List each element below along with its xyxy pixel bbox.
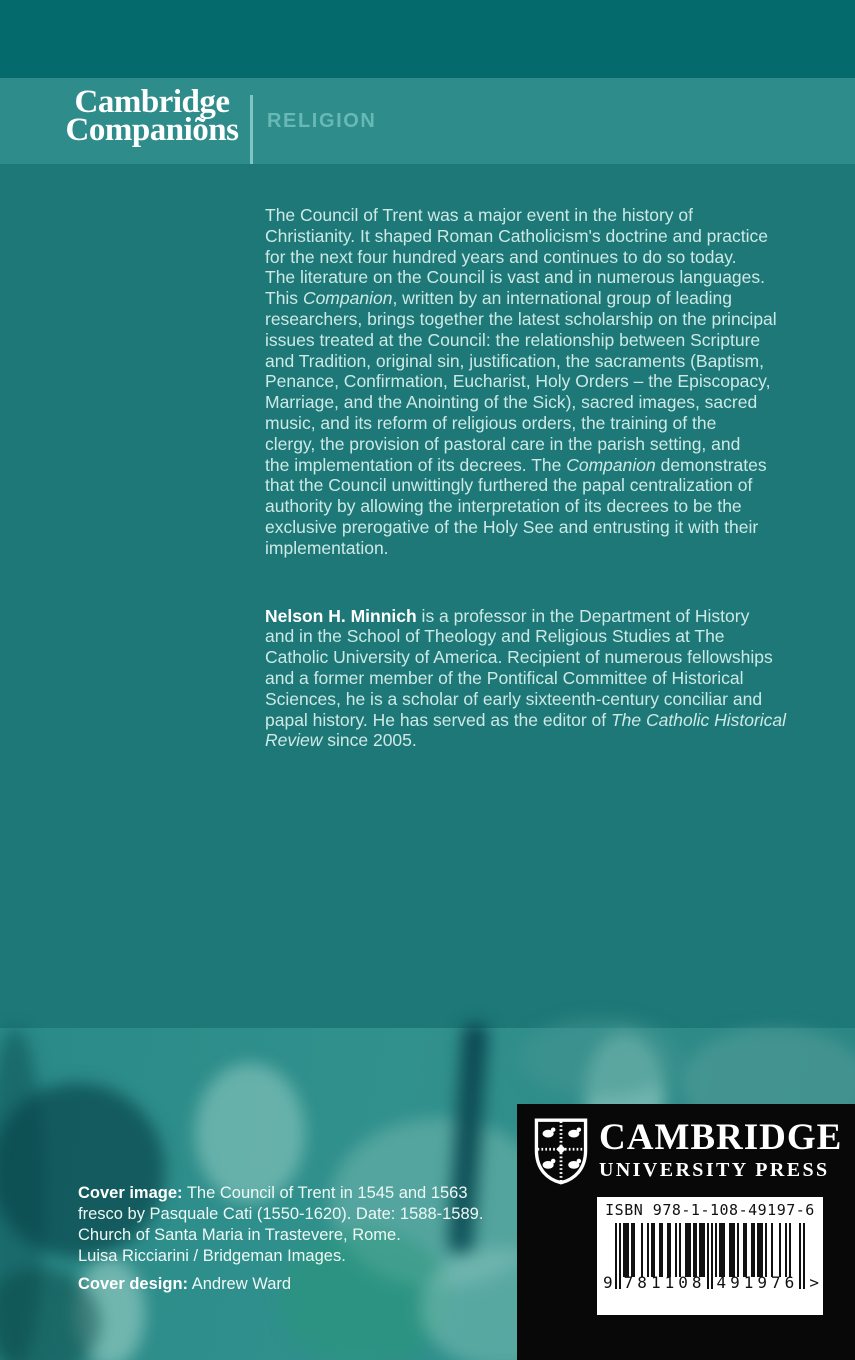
publisher-name-line-1: CAMBRIDGE: [599, 1117, 843, 1158]
publisher-wordmark: [599, 1118, 842, 1182]
isbn-barcode-box: [597, 1197, 823, 1315]
barcode-digits: [603, 1273, 819, 1292]
cambridge-companions-logo: [62, 84, 242, 148]
barcode-suffix: >: [809, 1273, 819, 1292]
barcode-group-1: 781108: [623, 1273, 706, 1292]
back-cover-text-column: [265, 205, 825, 751]
cover-design-credit: Cover design: Andrew Ward: [78, 1275, 292, 1293]
top-band: [0, 0, 855, 78]
author-bio-paragraph: Nelson H. Minnich is a professor in the Department of History and in the School of Theology and Religious Studies at The Catholic University of America. Recipient of numerous fellowships and a former member of the Pontifical Committee of Historical Sciences, he is a scholar of early sixteenth-century conciliar and papal history. He has served as the editor of The Catholic Historical Review since 2005.: [265, 605, 787, 751]
logo-line-2: Companiõns: [65, 112, 239, 148]
isbn-label: ISBN 978-1-108-49197-6: [605, 1201, 815, 1219]
publisher-name-line-2: UNIVERSITY PRESS: [599, 1159, 830, 1181]
category-label: RELIGION: [267, 110, 377, 132]
barcode-group-2: 491976: [716, 1273, 799, 1292]
synopsis-paragraph: The Council of Trent was a major event in the history of Christianity. It shaped Roman Catholicism's doctrine and practice for the next four hundred years and continues to do so today. The literature on the Council is vast and in numerous languages. This Companion, written by an international group of leading researchers, brings together the latest scholarship on the principal issues treated at the Council: the relationship between Scripture and Tradition, original sin, justification, the sacraments (Baptism, Penance, Confirmation, Eucharist, Holy Orders – the Episcopacy, Marriage, and the Anointing of the Sick), sacred images, sacred music, and its reform of religious orders, the training of the clergy, the provision of pastoral care in the parish setting, and the implementation of its decrees. The Companion demonstrates that the Council unwittingly furthered the papal centralization of authority by allowing the interpretation of its decrees to be the exclusive prerogative of the Holy See and entrusting it with their implementation.: [265, 205, 777, 558]
publisher-imprint-box: [517, 1104, 855, 1360]
cover-credits: [78, 1183, 483, 1295]
logo-line-1: Cambridge: [74, 84, 230, 120]
cambridge-university-shield-icon: [533, 1118, 589, 1185]
barcode-left-digit: 9: [603, 1273, 613, 1292]
cover-image-credit: Cover image: The Council of Trent in 1545 and 1563 fresco by Pasquale Cati (1550-1620). Date: 1588-1589. Church of Santa Maria in Trastevere, Rome. Luisa Ricciarini / Bridgeman Images.: [78, 1184, 484, 1265]
